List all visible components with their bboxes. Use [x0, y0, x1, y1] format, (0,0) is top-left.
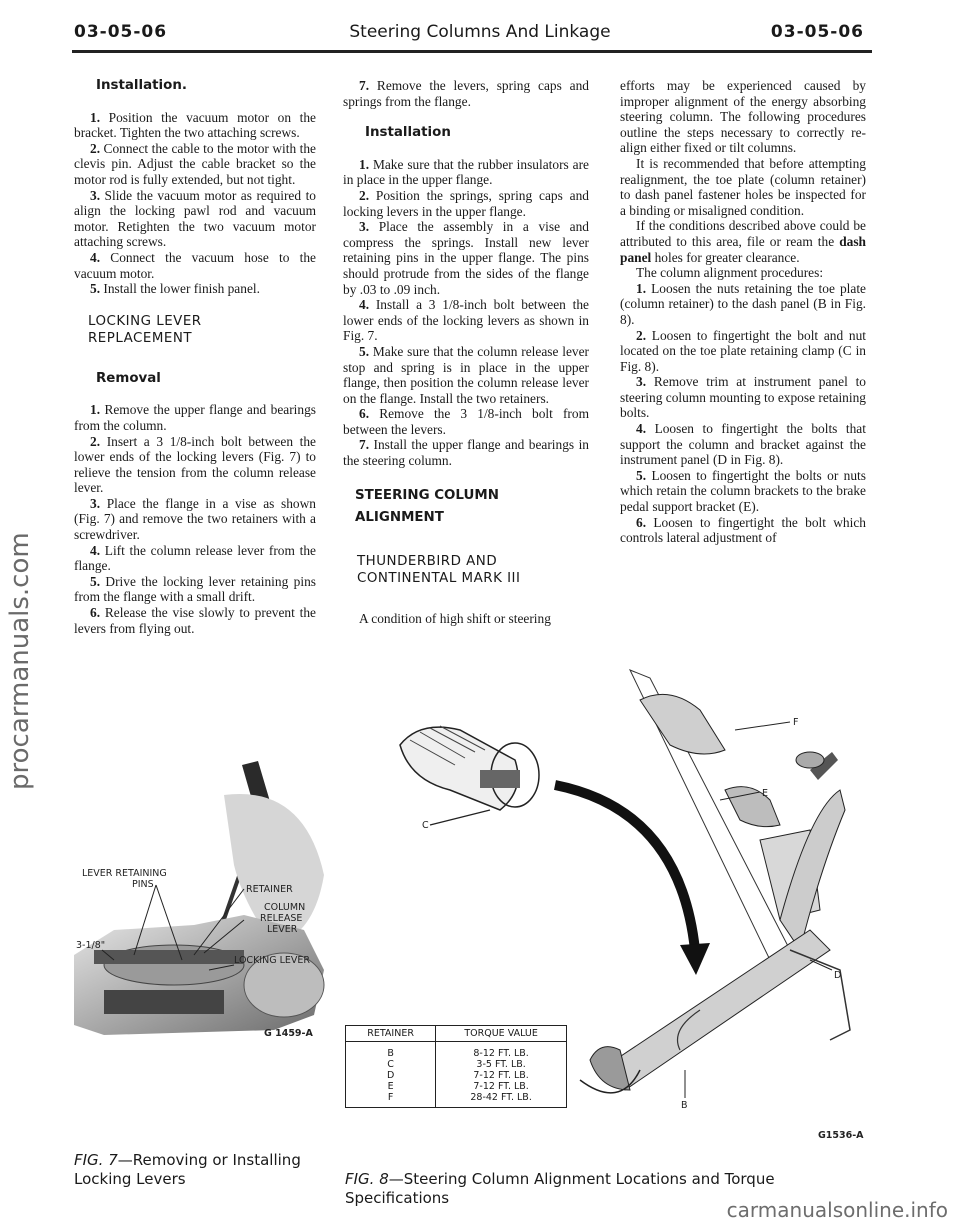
- column-1: [74, 78, 316, 636]
- label-f: F: [793, 717, 799, 728]
- footer-watermark: carmanualsonline.info: [726, 1198, 948, 1222]
- step: 4. Connect the vacuum hose to the vacuum motor.: [74, 249, 316, 281]
- label-c: C: [422, 820, 429, 831]
- table-body: [346, 1042, 567, 1108]
- figure-7-illustration: [74, 755, 334, 1045]
- installation-heading: Installation.: [96, 78, 187, 93]
- figure-code: G 1459-A: [264, 1028, 313, 1039]
- column-2: [343, 78, 589, 626]
- step: 6. Remove the 3 1/8-inch bolt from between the levers.: [343, 406, 589, 437]
- step: 5. Drive the locking lever retaining pins from the flange with a small drift.: [74, 573, 316, 605]
- step: 1. Make sure that the rubber insulators are in place in the upper flange.: [343, 156, 589, 188]
- step: 2. Position the springs, spring caps and locking levers in the upper flange.: [343, 187, 589, 219]
- column-3: [620, 78, 866, 546]
- step: 7. Remove the levers, spring caps and springs from the flange.: [343, 78, 589, 109]
- step: 3. Slide the vacuum motor as required to align the locking pawl rod and vacuum motor. Retighten the two vacuum motor attaching screws.: [74, 187, 316, 250]
- label-lever-retaining-pins: LEVER RETAINING: [82, 868, 167, 879]
- label-release: RELEASE: [260, 913, 303, 924]
- page-title: Steering Columns And Linkage: [349, 22, 611, 42]
- removal-heading: Removal: [96, 370, 161, 386]
- label-bolt-size: 3-1/8": [76, 940, 106, 951]
- step: 3. Remove trim at instrument panel to steering column mounting to expose retaining bolts.: [620, 374, 866, 421]
- paragraph: efforts may be experienced caused by improper alignment of the energy absorbing steering column. The following procedures outline the steps necessary to correctly re-align either fixed or tilt columns.: [620, 78, 866, 156]
- subsection-thunderbird: THUNDERBIRD AND CONTINENTAL MARK III: [357, 553, 521, 586]
- header-rule: [72, 50, 872, 53]
- torque-table: [345, 1025, 567, 1108]
- figure-code: G1536-A: [818, 1130, 864, 1140]
- table-header-row: [346, 1026, 567, 1042]
- removal-steps: [74, 402, 316, 636]
- figure-8-caption: FIG. 8—Steering Column Alignment Locations and Torque Specifications: [345, 1170, 775, 1207]
- step: 3. Place the flange in a vise as shown (Fig. 7) and remove the two retainers with a screwdriver.: [74, 495, 316, 543]
- section-steering-column-alignment: STEERING COLUMN ALIGNMENT: [355, 487, 499, 525]
- label-locking-lever: LOCKING LEVER: [234, 955, 310, 966]
- label-column: COLUMN: [264, 902, 306, 913]
- side-watermark: [0, 380, 36, 800]
- step: 2. Connect the cable to the motor with the clevis pin. Adjust the cable bracket so the motor rod is fully extended, but not tight.: [74, 140, 316, 187]
- step: 5. Install the lower finish panel.: [90, 281, 260, 297]
- step: 4. Install a 3 1/8-inch bolt between the lower ends of the locking levers as shown in Fig. 7.: [343, 297, 589, 344]
- step: 1. Loosen the nuts retaining the toe plate (column retainer) to the dash panel (B in Fig. 8).: [620, 280, 866, 327]
- step: 7. Install the upper flange and bearings in the steering column.: [343, 437, 589, 469]
- installation-steps: [74, 110, 316, 297]
- step: 5. Make sure that the column release lever stop and spring is in place in the upper flange, then position the column release lever on the flange. Install the two retainers.: [343, 343, 589, 406]
- step: 1. Remove the upper flange and bearings from the column.: [74, 402, 316, 433]
- label-pins: PINS: [132, 879, 154, 890]
- step: 2. Insert a 3 1/8-inch bolt between the lower ends of the locking levers (Fig. 7) to relieve the tension from the column release lever.: [74, 433, 317, 496]
- step: 6. Loosen to fingertight the bolt which controls lateral adjustment of: [620, 514, 866, 546]
- installation-steps-2: [343, 157, 589, 469]
- column-header: RETAINER: [346, 1026, 436, 1042]
- step: 3. Place the assembly in a vise and compress the springs. Install new lever retaining pins in the upper flange. The pins should protrude from the sides of the flange by .03 to .09 inch.: [343, 219, 589, 297]
- label-lever: LEVER: [267, 924, 298, 935]
- label-e: E: [762, 788, 769, 799]
- svg-text:procarmanuals.com: procarmanuals.com: [5, 532, 35, 790]
- label-b: B: [681, 1100, 688, 1111]
- label-d: D: [834, 970, 842, 981]
- retainer-cell: B C D E F: [346, 1042, 436, 1108]
- step: 5. Loosen to fingertight the bolts or nuts which retain the column brackets to the brake pedal support bracket (E).: [620, 467, 866, 515]
- locking-lever-part: [94, 950, 244, 964]
- step: 4. Loosen to fingertight the bolts that support the column and bracket against the instrument panel (D in Fig. 8).: [620, 421, 866, 468]
- paragraph: A condition of high shift or steering: [359, 610, 551, 626]
- installation-heading-2: Installation: [365, 125, 451, 141]
- step: 2. Loosen to fingertight the bolt and nut located on the toe plate retaining clamp (C in Fig. 8).: [620, 327, 866, 374]
- step: 6. Release the vise slowly to prevent the levers from flying out.: [74, 605, 316, 636]
- section-locking-lever: LOCKING LEVER REPLACEMENT: [88, 313, 202, 346]
- step: 4. Lift the column release lever from the flange.: [74, 542, 316, 574]
- figure-7-caption: FIG. 7—Removing or Installing Locking Levers: [74, 1151, 301, 1188]
- page-code-left: 03-05-06: [74, 22, 168, 42]
- paragraph: It is recommended that before attempting realignment, the toe plate (column retainer) to dash panel fastener holes be inspected for a binding or misaligned condition.: [620, 155, 866, 218]
- paragraph: The column alignment procedures:: [636, 265, 824, 281]
- step: 1. Position the vacuum motor on the bracket. Tighten the two attaching screws.: [74, 109, 316, 141]
- page-code-right: 03-05-06: [770, 22, 864, 42]
- torque-cell: 8-12 FT. LB. 3-5 FT. LB. 7-12 FT. LB. 7-12 FT. LB. 28-42 FT. LB.: [436, 1042, 567, 1108]
- vise-base: [104, 990, 224, 1014]
- paragraph: If the conditions described above could be attributed to this area, file or ream the dash panel holes for greater clearance.: [620, 218, 866, 265]
- label-retainer: RETAINER: [246, 884, 293, 895]
- column-header: TORQUE VALUE: [436, 1026, 567, 1042]
